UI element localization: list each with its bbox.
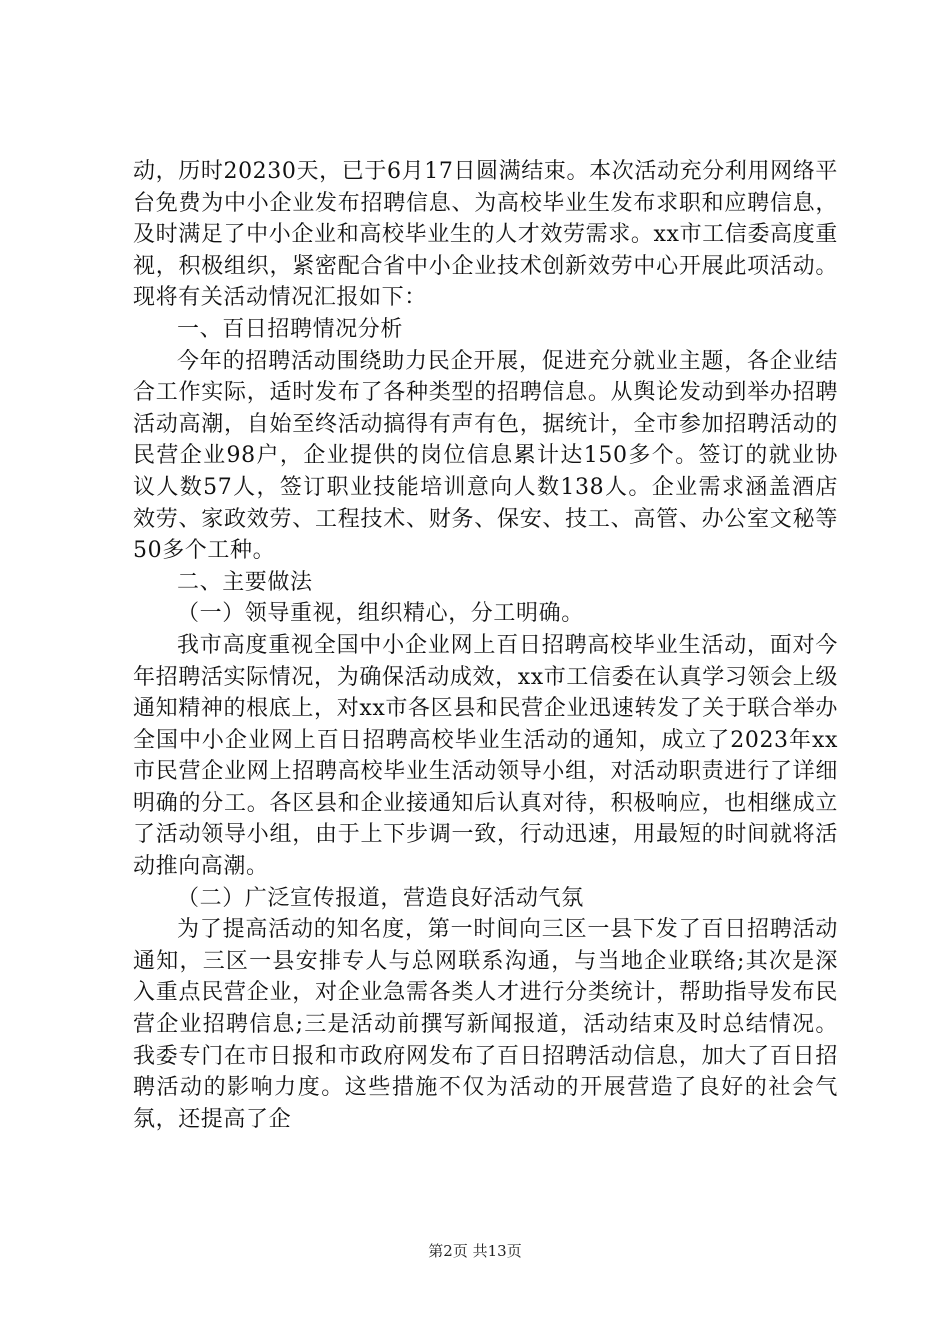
subheading-publicity: （二）广泛宣传报道，营造良好活动气氛: [177, 885, 584, 911]
page-number-footer: 第2页 共13页: [428, 1242, 522, 1260]
paragraph-leadership: 我市高度重视全国中小企业网上百日招聘高校毕业生活动，面对今年招聘活实际情况，为确保活动成效，xx市工信委在认真学习领会上级通知精神的根底上，对xx市各区县和民营企业迅速转发了关于联合举办全国中小企业网上百日招聘高校毕业生活动的通知，成立了2023年xx市民营企业网上招聘高校毕业生活动领导小组，对活动职责进行了详细明确的分工。各区县和企业接通知后认真对待，积极响应，也相继成立了活动领导小组，由于上下步调一致，行动迅速，用最短的时间就将活动推向高潮。: [133, 632, 838, 880]
document-body: [133, 156, 838, 1135]
paragraph-publicity: 为了提高活动的知名度，第一时间向三区一县下发了百日招聘活动通知，三区一县安排专人与总网联系沟通，与当地企业联络;其次是深入重点民营企业，对企业急需各类人才进行分类统计，帮助指导发布民营企业招聘信息;三是活动前撰写新闻报道，活动结束及时总结情况。我委专门在市日报和市政府网发布了百日招聘活动信息，加大了百日招聘活动的影响力度。这些措施不仅为活动的开展营造了良好的社会气氛，还提高了企: [133, 917, 838, 1132]
section-heading-methods: 二、主要做法: [177, 569, 313, 595]
section-heading-analysis: 一、百日招聘情况分析: [177, 316, 404, 342]
subheading-leadership: （一）领导重视，组织精心，分工明确。: [177, 601, 584, 627]
paragraph-analysis: 今年的招聘活动围绕助力民企开展，促进充分就业主题，各企业结合工作实际，适时发布了各种类型的招聘信息。从舆论发动到举办招聘活动高潮，自始至终活动搞得有声有色，据统计，全市参加招聘活动的民营企业98户，企业提供的岗位信息累计达150多个。签订的就业协议人数57人，签订职业技能培训意向人数138人。企业需求涵盖酒店效劳、家政效劳、工程技术、财务、保安、技工、高管、办公室文秘等50多个工种。: [133, 348, 838, 564]
paragraph-intro: 动，历时20230天，已于6月17日圆满结束。本次活动充分利用网络平台免费为中小企业发布招聘信息、为高校毕业生发布求职和应聘信息，及时满足了中小企业和高校毕业生的人才效劳需求。xx市工信委高度重视，积极组织，紧密配合省中小企业技术创新效劳中心开展此项活动。现将有关活动情况汇报如下：: [133, 159, 838, 311]
